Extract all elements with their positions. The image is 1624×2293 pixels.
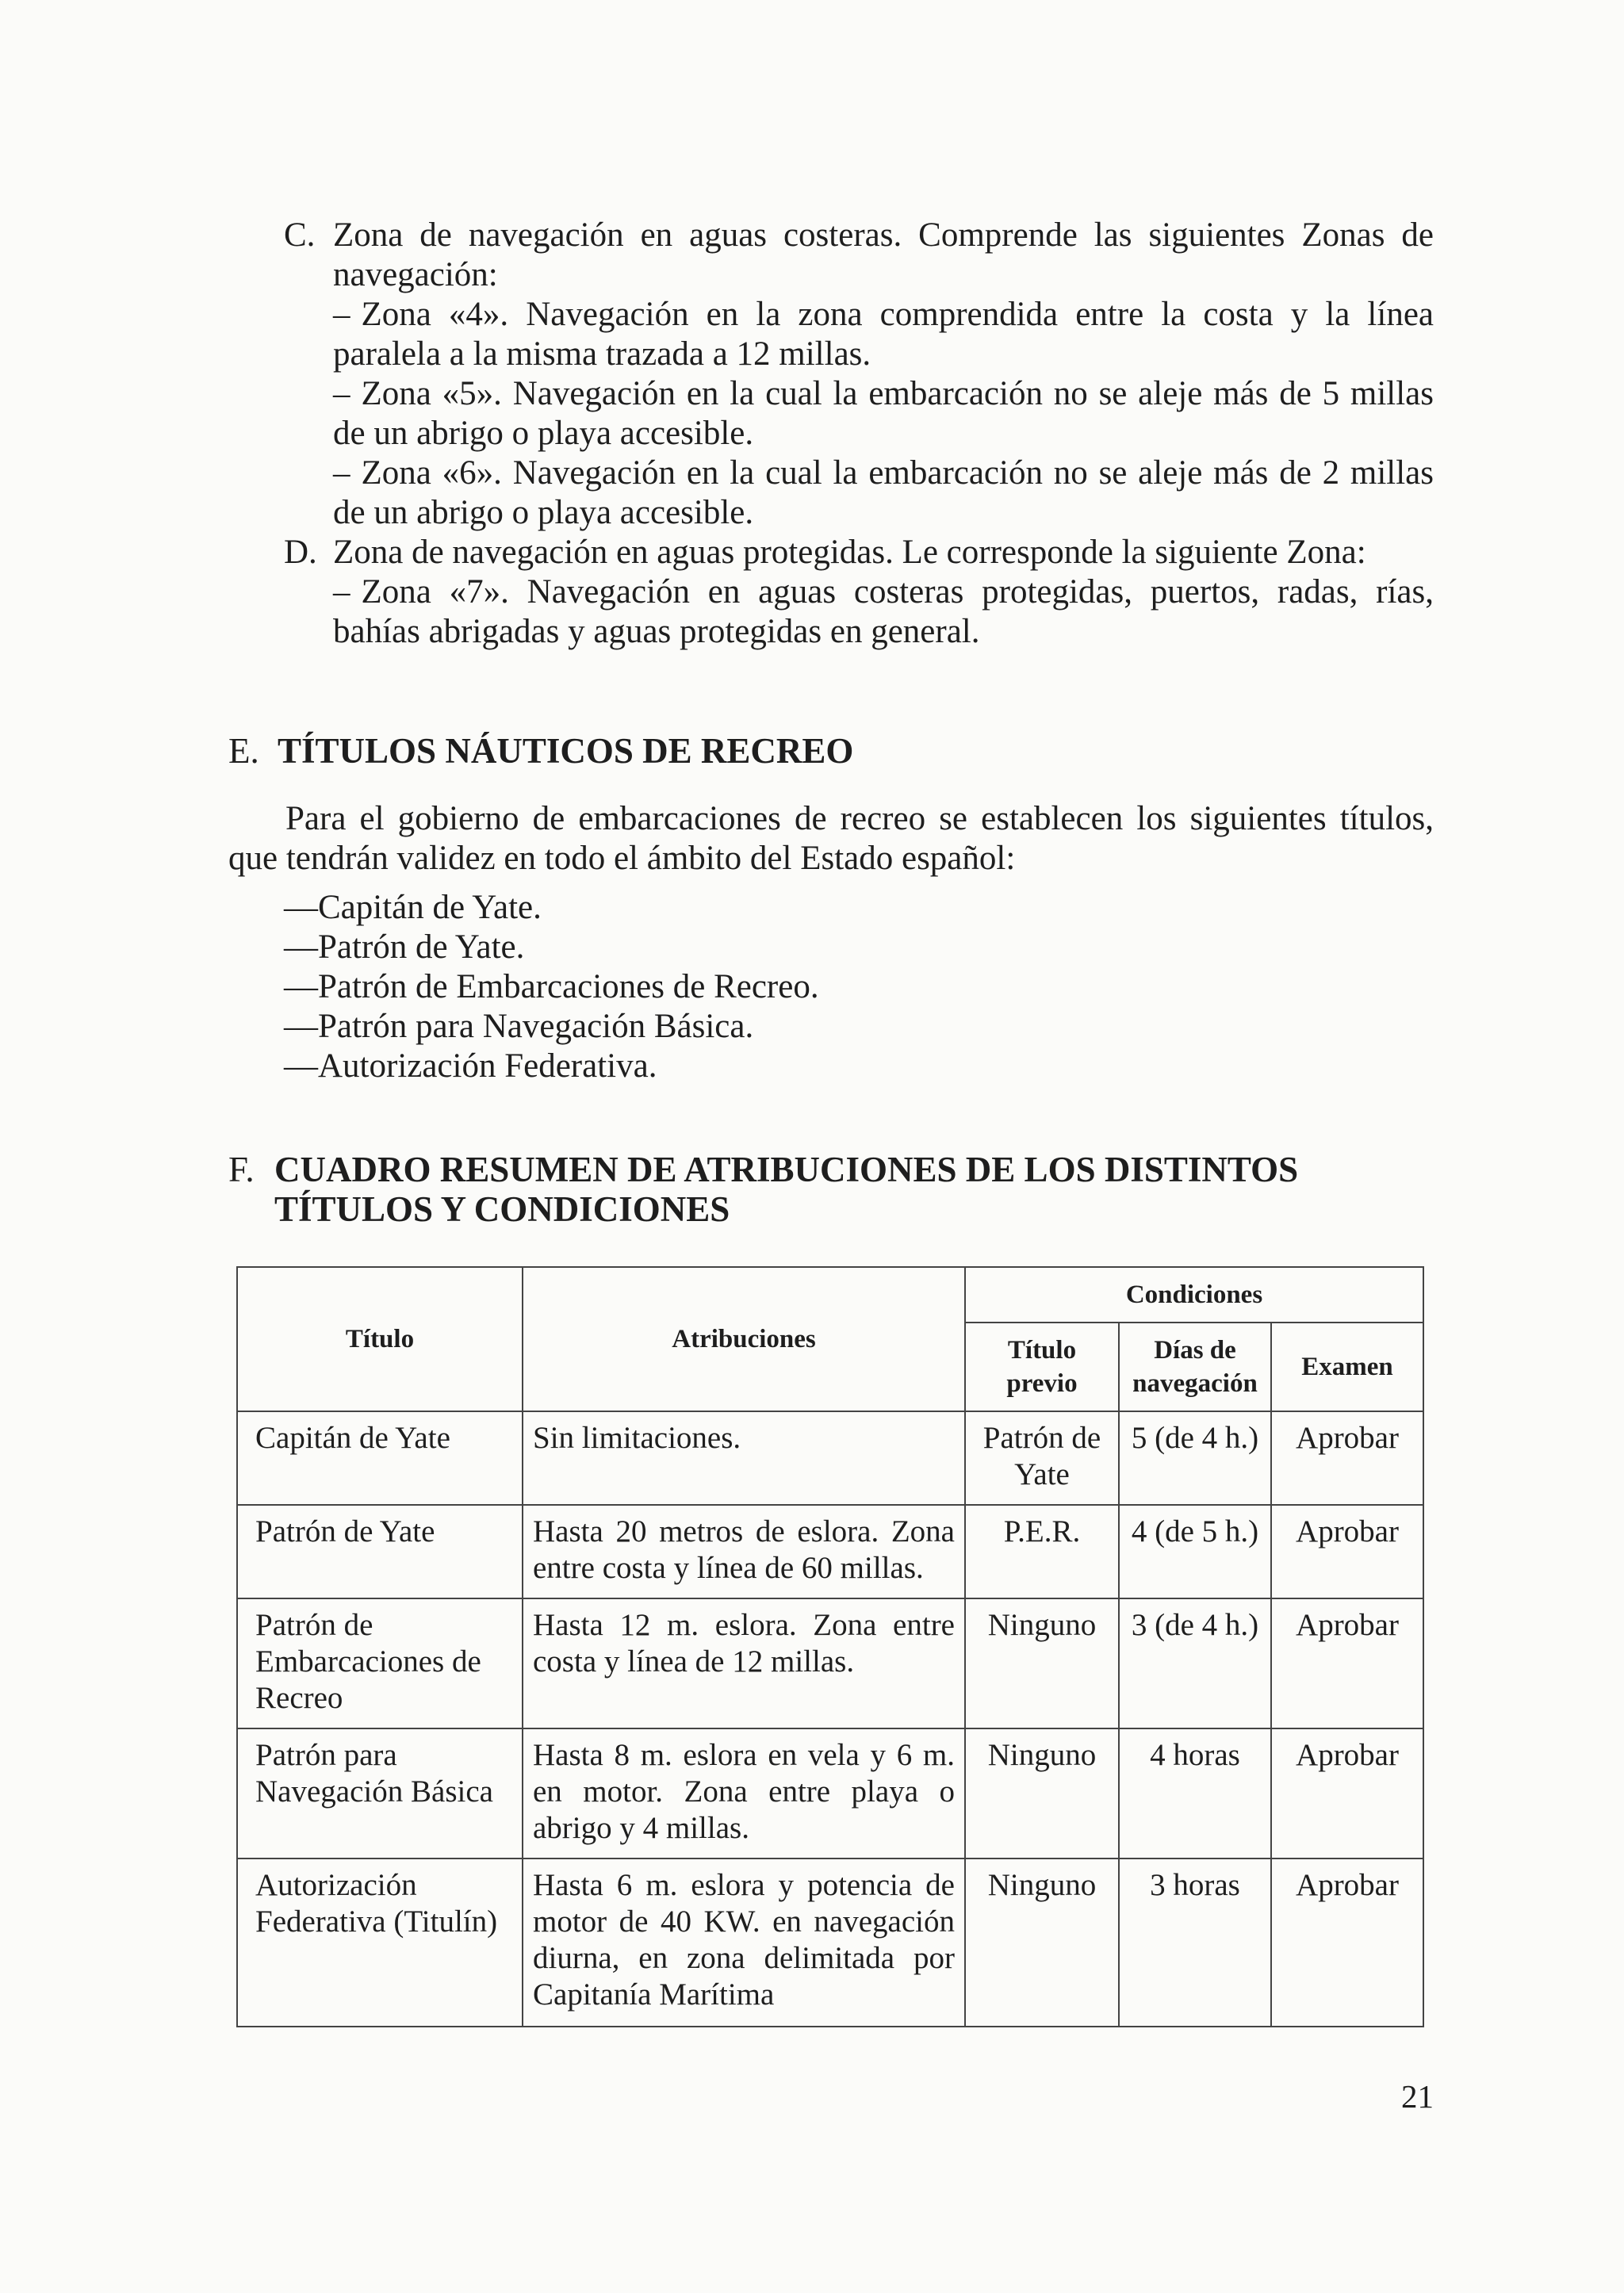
cell-titulo: Patrón para Navegación Básica: [237, 1728, 523, 1859]
zone-subitem-text: Zona «6». Navegación en la cual la embarcación no se aleje más de 2 millas de un abrigo o playa accesible.: [333, 454, 1434, 531]
dash: –: [333, 296, 350, 333]
list-item: —Capitán de Yate.: [284, 889, 542, 926]
section-letter: F.: [228, 1150, 255, 1189]
cell-titulo: Capitán de Yate: [237, 1411, 523, 1505]
zone-title: Zona de navegación en aguas costeras. Comprende las siguientes Zonas de navegación:: [333, 216, 1434, 293]
zone-item-c: [284, 216, 1434, 533]
header-atribuciones: Atribuciones: [523, 1267, 965, 1411]
zone-title: Zona de navegación en aguas protegidas. Le corresponde la siguiente Zona:: [333, 534, 1366, 571]
zone-subitem-text: Zona «7». Navegación en aguas costeras protegidas, puertos, radas, rías, bahías abrigadas y aguas protegidas en general.: [333, 573, 1434, 650]
section-f-heading: [228, 1150, 1434, 1229]
dash: –: [333, 375, 350, 412]
cell-atribuciones: Hasta 12 m. eslora. Zona entre costa y línea de 12 millas.: [523, 1598, 965, 1728]
list-item: —Autorización Federativa.: [284, 1047, 657, 1085]
zone-subitem: [333, 295, 1434, 374]
cell-atribuciones: Hasta 20 metros de eslora. Zona entre costa y línea de 60 millas.: [523, 1505, 965, 1598]
header-titulo: Título: [237, 1267, 523, 1411]
cell-dias: 4 horas: [1119, 1728, 1271, 1859]
section-letter: E.: [228, 731, 259, 771]
table-row: [237, 1505, 1423, 1598]
cell-examen: Aprobar: [1271, 1728, 1423, 1859]
list-item: —Patrón de Yate.: [284, 928, 525, 966]
table-row: [237, 1598, 1423, 1728]
cell-previo: Ninguno: [965, 1728, 1119, 1859]
zone-subitem: [333, 454, 1434, 533]
cell-atribuciones: Sin limitaciones.: [523, 1411, 965, 1505]
cell-examen: Aprobar: [1271, 1598, 1423, 1728]
section-e-heading: [228, 731, 853, 771]
zone-subitem-text: Zona «4». Navegación en la zona comprendida entre la costa y la línea paralela a la misma trazada a 12 millas.: [333, 296, 1434, 373]
page-number: 21: [1401, 2078, 1434, 2115]
zone-letter: D.: [284, 534, 317, 571]
list-item: —Patrón de Embarcaciones de Recreo.: [284, 968, 819, 1005]
nautical-titles-list: [284, 888, 819, 1086]
dash: –: [333, 573, 350, 611]
cell-examen: Aprobar: [1271, 1505, 1423, 1598]
cell-previo: Patrón de Yate: [965, 1411, 1119, 1505]
cell-titulo: Patrón de Yate: [237, 1505, 523, 1598]
table-row: [237, 1411, 1423, 1505]
header-examen: Examen: [1271, 1323, 1423, 1411]
zone-subitem: [333, 572, 1434, 652]
section-e-intro: Para el gobierno de embarcaciones de recreo se establecen los siguientes títulos, que tendrán validez en todo el ámbito del Estado español:: [228, 800, 1434, 877]
cell-dias: 4 (de 5 h.): [1119, 1505, 1271, 1598]
header-dias-navegacion: Días de navegación: [1119, 1323, 1271, 1411]
cell-dias: 3 (de 4 h.): [1119, 1598, 1271, 1728]
cell-previo: Ninguno: [965, 1859, 1119, 2027]
summary-table-wrapper: [236, 1266, 1423, 2027]
list-item: —Patrón para Navegación Básica.: [284, 1008, 754, 1045]
dash: –: [333, 454, 350, 492]
cell-titulo: Autorización Federativa (Titulín): [237, 1859, 523, 2027]
summary-table: [236, 1266, 1424, 2027]
cell-examen: Aprobar: [1271, 1411, 1423, 1505]
cell-dias: 5 (de 4 h.): [1119, 1411, 1271, 1505]
cell-previo: Ninguno: [965, 1598, 1119, 1728]
table-row: [237, 1859, 1423, 2027]
zone-item-d: [284, 533, 1434, 652]
cell-atribuciones: Hasta 8 m. eslora en vela y 6 m. en motor. Zona entre playa o abrigo y 4 millas.: [523, 1728, 965, 1859]
section-title-line2: TÍTULOS Y CONDICIONES: [274, 1189, 730, 1229]
cell-titulo: Patrón de Embarcaciones de Recreo: [237, 1598, 523, 1728]
zone-letter: C.: [284, 216, 316, 254]
cell-previo: P.E.R.: [965, 1505, 1119, 1598]
zone-subitem-text: Zona «5». Navegación en la cual la embarcación no se aleje más de 5 millas de un abrigo o playa accesible.: [333, 375, 1434, 452]
navigation-zones-list: [284, 216, 1434, 652]
header-titulo-previo: Título previo: [965, 1323, 1119, 1411]
header-condiciones: Condiciones: [965, 1267, 1423, 1323]
cell-examen: Aprobar: [1271, 1859, 1423, 2027]
cell-dias: 3 horas: [1119, 1859, 1271, 2027]
table-row: [237, 1728, 1423, 1859]
section-title-line1: CUADRO RESUMEN DE ATRIBUCIONES DE LOS DISTINTOS: [274, 1150, 1299, 1189]
section-title: TÍTULOS NÁUTICOS DE RECREO: [278, 731, 854, 771]
cell-atribuciones: Hasta 6 m. eslora y potencia de motor de 40 KW. en navegación diurna, en zona delimitada por Capitanía Marítima: [523, 1859, 965, 2027]
zone-subitem: [333, 374, 1434, 454]
